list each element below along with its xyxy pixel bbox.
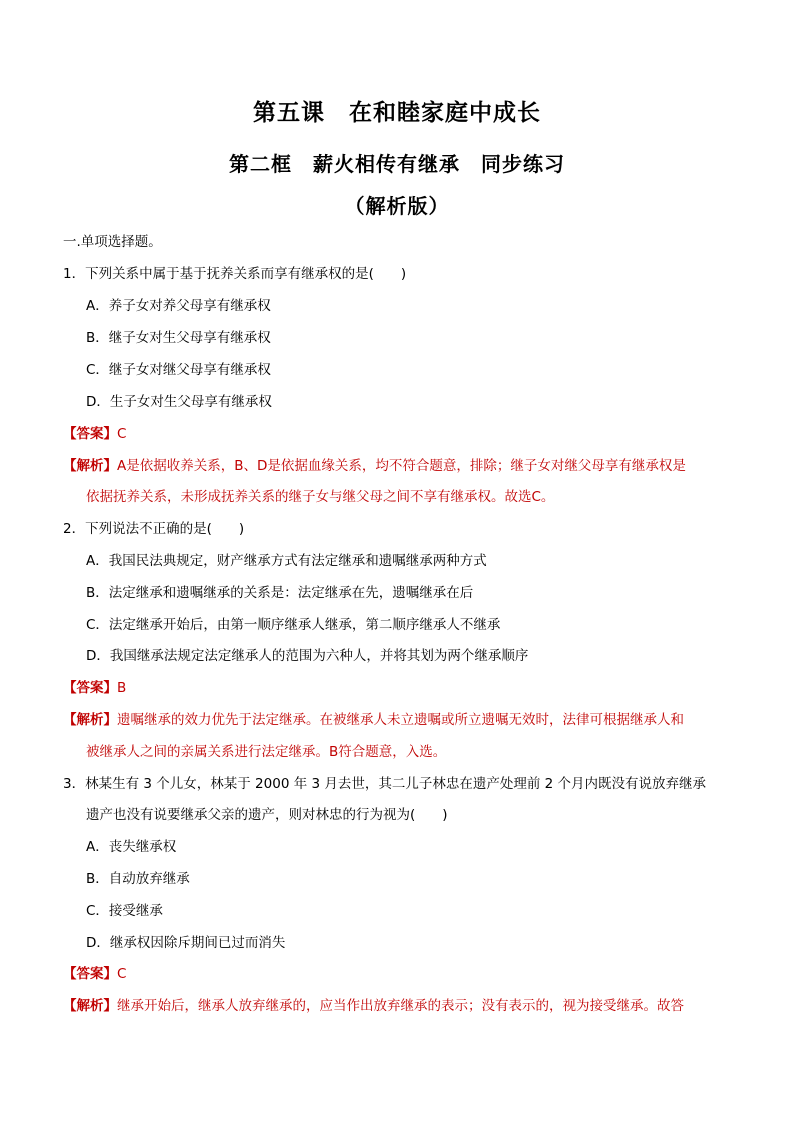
question-2-option-a: A．我国民法典规定，财产继承方式有法定继承和遗嘱继承两种方式 <box>86 553 487 569</box>
answer-label: 【答案】 <box>63 966 117 982</box>
question-3-option-d: D．继承权因除斥期间已过而消失 <box>86 935 286 951</box>
question-2-answer <box>63 678 126 698</box>
question-1-stem: 1．下列关系中属于基于抚养关系而享有继承权的是( ) <box>63 266 407 282</box>
question-3-option-a: A．丧失继承权 <box>86 839 177 855</box>
answer-value: C <box>117 966 127 982</box>
section-title: 第二框 薪火相传有继承 同步练习 <box>229 152 565 176</box>
answer-label: 【答案】 <box>63 426 117 442</box>
analysis-text: 继承开始后，继承人放弃继承的，应当作出放弃继承的表示；没有表示的，视为接受继承。故答 <box>117 998 684 1014</box>
answer-value: C <box>117 426 127 442</box>
question-3-answer <box>63 964 126 984</box>
analysis-text: A是依据收养关系，B、D是依据血缘关系，均不符合题意，排除；继子女对继父母享有继承权是 <box>117 458 686 474</box>
question-3-stem: 3．林某生有 3 个儿女，林某于 2000 年 3 月去世，其二儿子林忠在遗产处理前 2 个月内既没有说放弃继承 <box>63 776 707 792</box>
question-1-option-d: D．生子女对生父母享有继承权 <box>86 394 272 410</box>
question-1-option-b: B．继子女对生父母享有继承权 <box>86 330 271 346</box>
question-3-option-b: B．自动放弃继承 <box>86 871 190 887</box>
analysis-label: 【解析】 <box>63 712 117 728</box>
question-1-analysis-cont: 依据抚养关系，未形成抚养关系的继子女与继父母之间不享有继承权。故选C。 <box>86 489 555 505</box>
answer-label: 【答案】 <box>63 680 117 696</box>
analysis-label: 【解析】 <box>63 458 117 474</box>
question-1-option-c: C．继子女对继父母享有继承权 <box>86 362 271 378</box>
question-2-option-c: C．法定继承开始后，由第一顺序继承人继承，第二顺序继承人不继承 <box>86 617 501 633</box>
question-3-option-c: C．接受继承 <box>86 903 163 919</box>
question-1-option-a: A．养子女对养父母享有继承权 <box>86 298 271 314</box>
question-2-analysis-cont: 被继承人之间的亲属关系进行法定继承。B符合题意，入选。 <box>86 744 447 760</box>
question-1-analysis <box>63 456 686 476</box>
question-3-analysis <box>63 996 684 1016</box>
question-3-stem-cont: 遗产也没有说要继承父亲的遗产，则对林忠的行为视为( ) <box>86 807 448 823</box>
question-2-option-b: B．法定继承和遗嘱继承的关系是：法定继承在先，遗嘱继承在后 <box>86 585 474 601</box>
question-2-analysis <box>63 710 684 730</box>
lesson-title: 第五课 在和睦家庭中成长 <box>253 99 541 126</box>
part-heading: 一.单项选择题。 <box>63 234 162 250</box>
question-2-option-d: D．我国继承法规定法定继承人的范围为六种人，并将其划为两个继承顺序 <box>86 648 529 664</box>
answer-value: B <box>117 680 127 696</box>
question-1-answer <box>63 424 126 444</box>
analysis-text: 遗嘱继承的效力优先于法定继承。在被继承人未立遗嘱或所立遗嘱无效时，法律可根据继承人和 <box>117 712 684 728</box>
question-2-stem: 2．下列说法不正确的是( ) <box>63 521 245 537</box>
analysis-label: 【解析】 <box>63 998 117 1014</box>
edition-subtitle: （解析版） <box>344 194 450 218</box>
